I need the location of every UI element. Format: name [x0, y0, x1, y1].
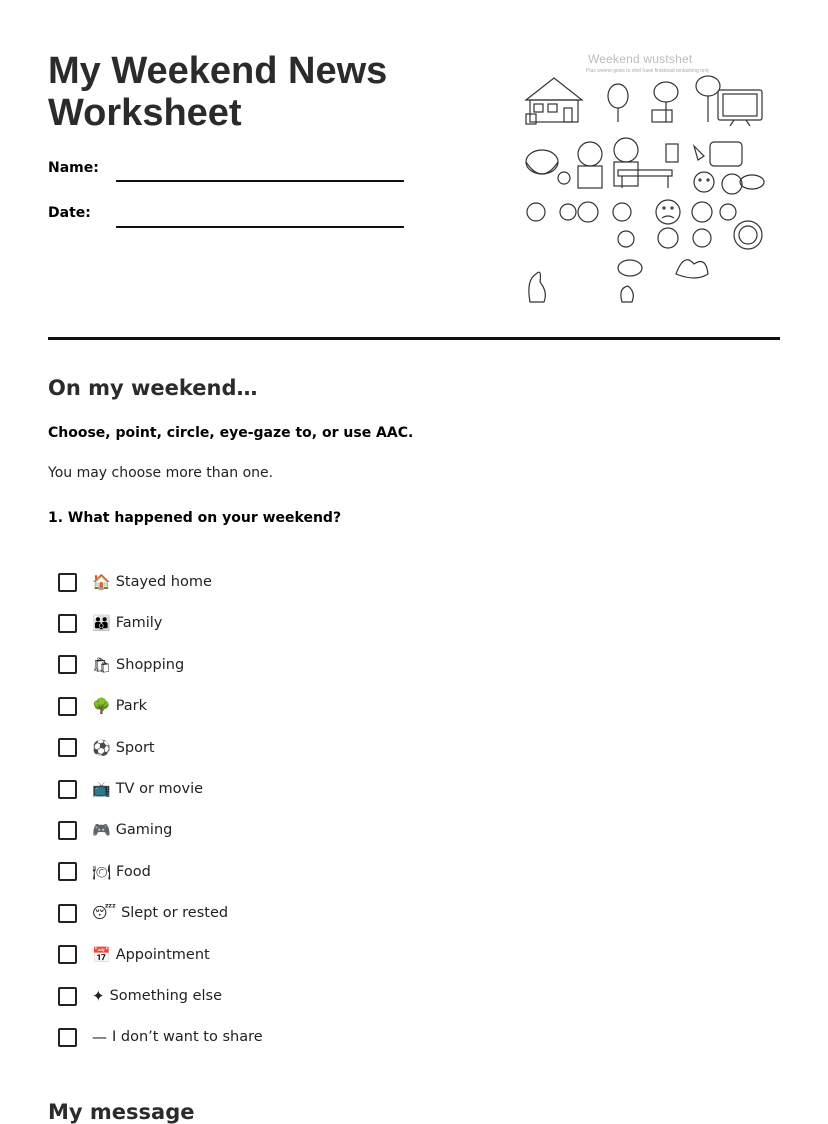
- page-title: My Weekend News Worksheet: [48, 50, 388, 134]
- option-label: Slept or rested: [121, 905, 229, 922]
- option-checkbox[interactable]: [58, 780, 77, 799]
- option-item[interactable]: [58, 694, 147, 718]
- sparkle-icon: ✦: [92, 987, 105, 1005]
- date-field[interactable]: [116, 226, 404, 228]
- illustration-drawing: [518, 52, 770, 310]
- option-checkbox[interactable]: [58, 904, 77, 923]
- option-label: Shopping: [116, 656, 185, 673]
- soccer-ball-icon: ⚽: [92, 738, 111, 757]
- section-heading: On my weekend…: [48, 376, 258, 400]
- option-label: Food: [116, 863, 151, 880]
- television-icon: 📺: [92, 780, 111, 798]
- option-checkbox[interactable]: [58, 697, 77, 716]
- house-icon: 🏠: [92, 573, 111, 591]
- animals-drawing-icon: [529, 260, 708, 302]
- option-checkbox[interactable]: [58, 862, 77, 881]
- option-item[interactable]: [58, 611, 162, 635]
- option-checkbox[interactable]: [58, 573, 77, 592]
- name-label: Name:: [48, 160, 99, 176]
- sleeping-face-icon: 😴: [92, 904, 117, 923]
- section-divider: [48, 337, 780, 340]
- option-label: Park: [115, 698, 148, 715]
- tree-icon: 🌳: [92, 697, 111, 716]
- plants-drawing-icon: [608, 76, 720, 122]
- question-1: 1. What happened on your weekend?: [48, 510, 342, 526]
- instruction-note: You may choose more than one.: [48, 465, 274, 481]
- option-checkbox[interactable]: [58, 1028, 77, 1047]
- option-checkbox[interactable]: [58, 655, 77, 674]
- dash-icon: —: [92, 1028, 107, 1047]
- option-label: Gaming: [115, 822, 173, 839]
- name-field[interactable]: [116, 180, 404, 182]
- option-item[interactable]: [58, 818, 172, 842]
- option-item[interactable]: [58, 653, 184, 677]
- option-label: Family: [115, 615, 163, 632]
- people-bench-drawing-icon: [526, 138, 678, 188]
- illustration-subtitle: Plus weene gesis to shel have finisbead tenlashing only: [586, 68, 710, 74]
- option-label: Sport: [115, 739, 155, 756]
- option-label: Something else: [109, 988, 223, 1004]
- option-item[interactable]: [58, 943, 210, 967]
- tv-drawing-icon: [718, 90, 762, 126]
- instruction-text: Choose, point, circle, eye-gaze to, or use AAC.: [48, 425, 414, 441]
- option-item[interactable]: [58, 570, 212, 594]
- illustration-title: Weekend wustshet: [588, 52, 693, 66]
- option-label: I don’t want to share: [112, 1029, 263, 1046]
- game-controller-icon: 🎮: [92, 821, 111, 840]
- option-checkbox[interactable]: [58, 738, 77, 757]
- option-item[interactable]: [58, 984, 222, 1008]
- calendar-icon: 📅: [92, 945, 111, 964]
- option-checkbox[interactable]: [58, 614, 77, 633]
- option-item[interactable]: [58, 860, 151, 884]
- emotion-circles-drawing-icon: [527, 142, 764, 249]
- option-checkbox[interactable]: [58, 945, 77, 964]
- option-label: TV or movie: [115, 781, 204, 797]
- house-drawing-icon: [526, 78, 582, 124]
- shopping-bags-icon: 🛍: [92, 655, 112, 674]
- option-item[interactable]: [58, 736, 155, 760]
- family-icon: 👪: [92, 614, 111, 633]
- option-label: Stayed home: [115, 574, 212, 590]
- worksheet-illustration: [518, 52, 770, 310]
- option-item[interactable]: [58, 777, 203, 801]
- option-item[interactable]: [58, 901, 228, 925]
- option-item[interactable]: [58, 1025, 263, 1049]
- date-label: Date:: [48, 205, 91, 221]
- option-label: Appointment: [115, 946, 210, 963]
- plate-cutlery-icon: 🍽: [92, 862, 112, 881]
- option-checkbox[interactable]: [58, 987, 77, 1006]
- option-checkbox[interactable]: [58, 821, 77, 840]
- my-message-heading: My message: [48, 1100, 195, 1124]
